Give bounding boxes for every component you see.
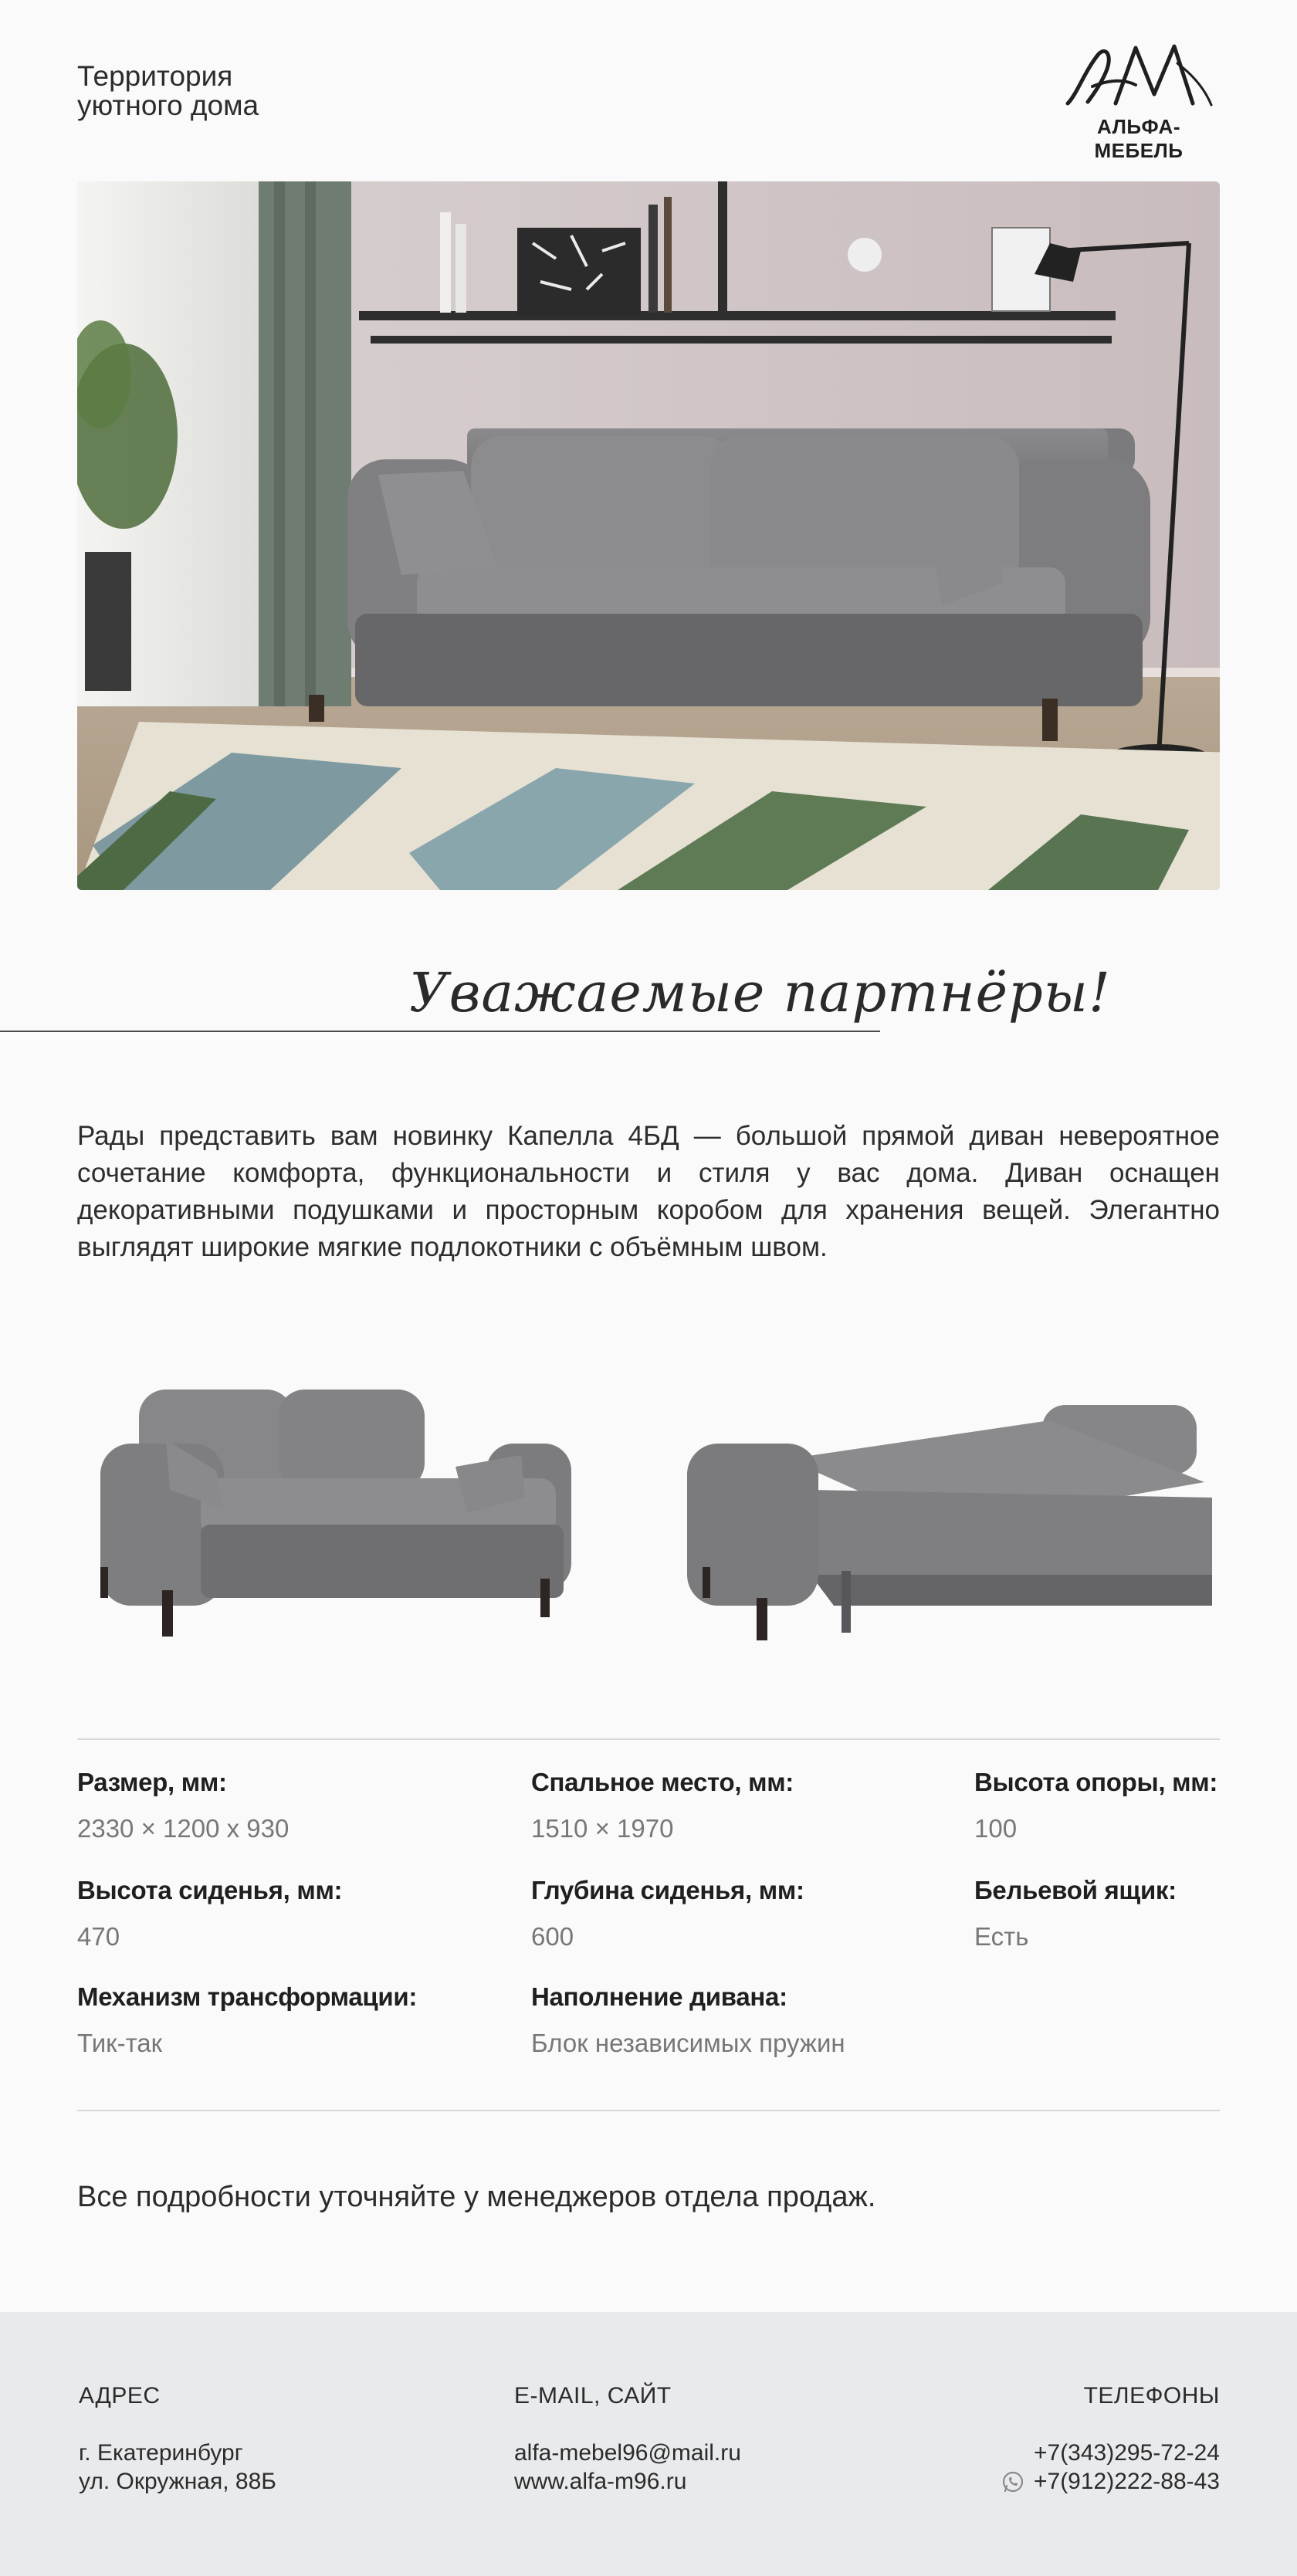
spec-seat-depth [531,1876,804,1951]
footer-address-street: ул. Окружная, 88Б [79,2469,276,2494]
spec-value: 100 [974,1814,1018,1843]
spec-value: Тик-так [77,2029,163,2057]
tagline-line-2: уютного дома [77,90,259,121]
footer-email-link[interactable]: alfa-mebel96@mail.ru [514,2440,741,2466]
spec-seat-height [77,1876,342,1951]
footer-address [79,2383,276,2496]
spec-label: Механизм трансформации: [77,1982,418,2011]
hero-sofa [309,428,1150,741]
spec-value: Есть [974,1922,1029,1951]
sales-note: Все подробности уточняйте у менеджеров отдела продаж. [77,2181,876,2213]
logo-text: АЛЬФА-МЕБЕЛЬ [1094,115,1184,162]
footer-phones-title: ТЕЛЕФОНЫ [1083,2383,1220,2408]
divider-bottom [77,2110,1220,2111]
footer-contacts-title: E-MAIL, САЙТ [514,2383,672,2408]
footer [0,2312,1297,2576]
spec-value: 2330 × 1200 х 930 [77,1814,290,1843]
spec-value: 1510 × 1970 [531,1814,674,1843]
spec-label: Наполнение дивана: [531,1982,787,2011]
footer-phone-2-row [1001,2467,1220,2500]
spec-label: Глубина сиденья, мм: [531,1876,804,1904]
divider-top [77,1738,1220,1740]
header [77,60,1220,162]
product-image-unfolded [679,1374,1220,1644]
spec-label: Бельевой ящик: [974,1876,1177,1904]
intro-paragraph: Рады представить вам новинку Капелла 4БД — большой прямой диван невероятное сочетание комфорта, функциональности и стиля у вас дома. Диван оснащен декоративными подушками и просторным коробом для хранения вещей. Элегантно выглядят широкие мягкие подлокотники с объёмным швом. [77,1121,1220,1262]
spec-leg-height [974,1768,1217,1843]
footer-phones [1001,2383,1220,2500]
logo-mark-icon [1062,40,1216,113]
spec-label: Высота сиденья, мм: [77,1876,343,1904]
spec-size [77,1768,289,1843]
spec-value: 470 [77,1922,120,1951]
spec-storage-box [974,1876,1177,1951]
spec-label: Размер, мм: [77,1768,227,1796]
footer-address-city: г. Екатеринбург [79,2440,243,2466]
whatsapp-icon[interactable] [1001,2470,1024,2500]
footer-contacts [514,2383,741,2496]
product-image-folded [85,1374,579,1644]
footer-address-title: АДРЕС [79,2383,161,2408]
brand-logo[interactable] [1058,40,1220,162]
spec-value: Блок независимых пружин [531,2029,845,2057]
footer-phone-2[interactable]: +7(912)222-88-43 [1033,2469,1220,2494]
spec-filling [531,1982,845,2058]
spec-value: 600 [531,1922,574,1951]
spec-label: Высота опоры, мм: [974,1768,1218,1796]
greeting-section [0,946,1297,1069]
footer-phone-1[interactable]: +7(343)295-72-24 [1033,2440,1220,2466]
tagline [77,62,259,120]
spec-sleeping-area [531,1768,794,1843]
hero-image [77,181,1220,890]
greeting-underline [0,1031,880,1032]
footer-site-link[interactable]: www.alfa-m96.ru [514,2469,687,2494]
spec-mechanism [77,1982,417,2058]
spec-label: Спальное место, мм: [531,1768,794,1796]
tagline-line-1: Территория [77,60,233,92]
greeting-heading: Уважаемые партнёры! [409,961,1112,1024]
